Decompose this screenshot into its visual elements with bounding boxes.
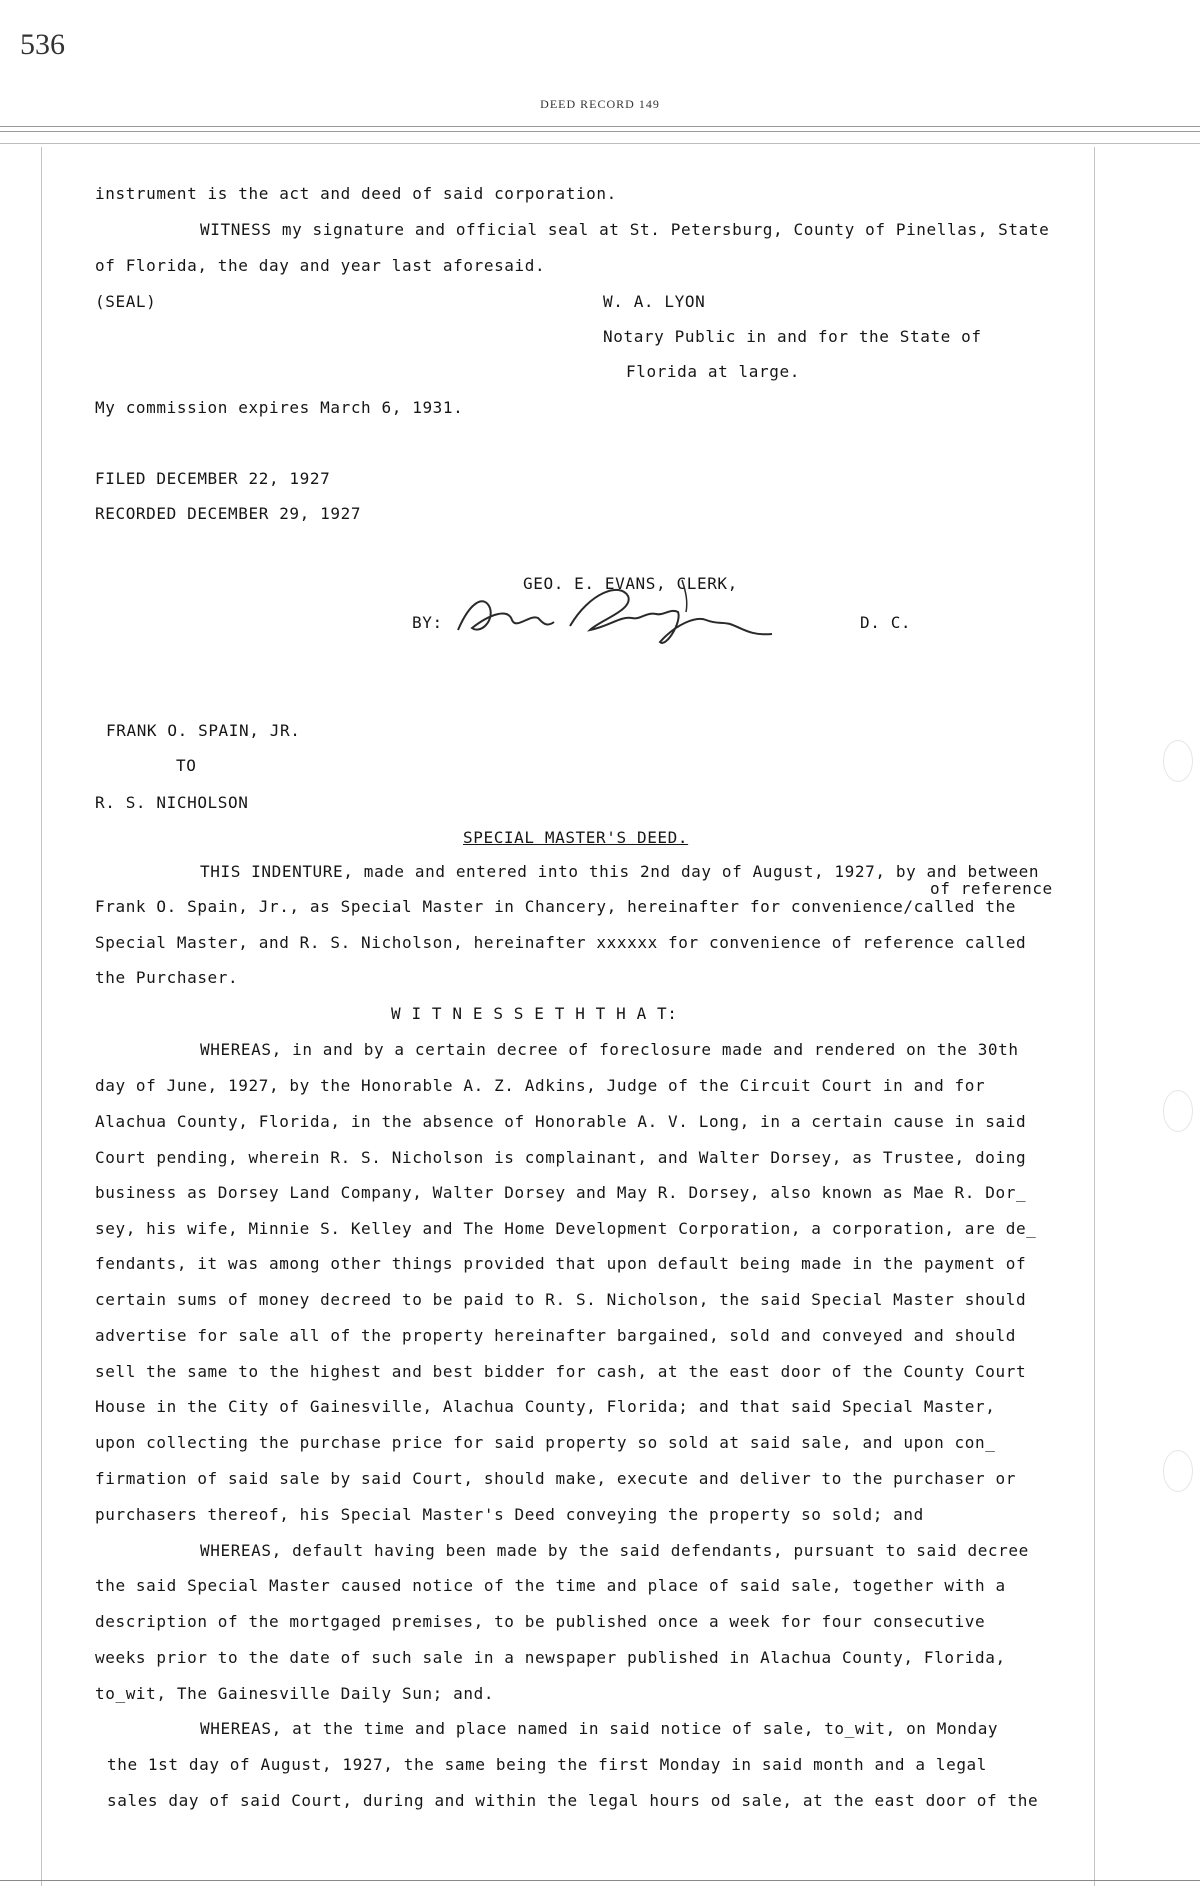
- deed-line: Alachua County, Florida, in the absence of Honorable A. V. Long, in a certain cause in said: [95, 1112, 1027, 1131]
- deed-line: purchasers thereof, his Special Master's Deed conveying the property so sold; and: [95, 1505, 924, 1524]
- witnesseth-heading: W I T N E S S E T H T H A T:: [391, 1004, 678, 1023]
- deed-line: advertise for sale all of the property hereinafter bargained, sold and conveyed and should: [95, 1326, 1016, 1345]
- deed-line: WHEREAS, at the time and place named in said notice of sale, to_wit, on Monday: [200, 1719, 999, 1738]
- deed-line: sell the same to the highest and best bidder for cash, at the east door of the County Court: [95, 1362, 1027, 1381]
- notary-title-line-2: Florida at large.: [626, 362, 800, 381]
- header-rule-mid: [0, 131, 1200, 132]
- notary-line-instrument: instrument is the act and deed of said corporation.: [95, 184, 617, 203]
- deed-line: description of the mortgaged premises, to be published once a week for four consecutive: [95, 1612, 986, 1631]
- deed-line: Special Master, and R. S. Nicholson, hereinafter xxxxxx for convenience of reference called: [95, 933, 1027, 952]
- margin-hole-mark: [1163, 1450, 1193, 1492]
- deed-line: day of June, 1927, by the Honorable A. Z. Adkins, Judge of the Circuit Court in and for: [95, 1076, 986, 1095]
- seal-label: (SEAL): [95, 292, 157, 311]
- by-label: BY:: [412, 613, 443, 632]
- notary-title-line-1: Notary Public in and for the State of: [603, 327, 982, 346]
- deed-title: SPECIAL MASTER'S DEED.: [463, 828, 689, 847]
- deed-line: the said Special Master caused notice of the time and place of said sale, together with a: [95, 1576, 1006, 1595]
- deed-line: THIS INDENTURE, made and entered into this 2nd day of August, 1927, by and between: [200, 862, 1040, 881]
- notary-line-witness: WITNESS my signature and official seal at St. Petersburg, County of Pinellas, State: [200, 220, 1050, 239]
- deed-line: the Purchaser.: [95, 968, 239, 987]
- deed-line: to_wit, The Gainesville Daily Sun; and.: [95, 1684, 495, 1703]
- notary-name: W. A. LYON: [603, 292, 706, 311]
- deed-line: certain sums of money decreed to be paid to R. S. Nicholson, the said Special Master should: [95, 1290, 1027, 1309]
- handwritten-signature: [450, 572, 790, 652]
- margin-hole-mark: [1163, 740, 1193, 782]
- left-margin-line: [41, 147, 42, 1886]
- deed-line: House in the City of Gainesville, Alachua County, Florida; and that said Special Master,: [95, 1397, 996, 1416]
- recorded-date: RECORDED DECEMBER 29, 1927: [95, 504, 362, 523]
- deed-line: fendants, it was among other things provided that upon default being made in the payment of: [95, 1254, 1027, 1273]
- clerk-name: GEO. E. EVANS, CLERK,: [523, 574, 738, 593]
- notary-line-florida: of Florida, the day and year last aforesaid.: [95, 256, 546, 275]
- deed-line: WHEREAS, in and by a certain decree of foreclosure made and rendered on the 30th: [200, 1040, 1019, 1059]
- deed-line: upon collecting the purchase price for said property so sold at said sale, and upon con_: [95, 1433, 996, 1452]
- deed-interlineation: of reference: [930, 879, 1053, 898]
- deed-line: business as Dorsey Land Company, Walter Dorsey and May R. Dorsey, also known as Mae R. Dor_: [95, 1183, 1027, 1202]
- deed-line: WHEREAS, default having been made by the said defendants, pursuant to said decree: [200, 1541, 1029, 1560]
- deed-line: the 1st day of August, 1927, the same being the first Monday in said month and a legal: [107, 1755, 988, 1774]
- right-margin-line: [1094, 147, 1095, 1886]
- commission-expiry: My commission expires March 6, 1931.: [95, 398, 464, 417]
- grantee-name: R. S. NICHOLSON: [95, 793, 249, 812]
- deed-line: firmation of said sale by said Court, should make, execute and deliver to the purchaser or: [95, 1469, 1016, 1488]
- header-rule-top: [0, 126, 1200, 127]
- filed-date: FILED DECEMBER 22, 1927: [95, 469, 331, 488]
- deed-line: Frank O. Spain, Jr., as Special Master in Chancery, hereinafter for convenience/called the: [95, 897, 1016, 916]
- deed-line: sales day of said Court, during and within the legal hours od sale, at the east door of the: [107, 1791, 1039, 1810]
- deed-line: weeks prior to the date of such sale in a newspaper published in Alachua County, Florida,: [95, 1648, 1006, 1667]
- header-rule-bottom: [0, 143, 1200, 144]
- deed-line: sey, his wife, Minnie S. Kelley and The Home Development Corporation, a corporation, are de_: [95, 1219, 1037, 1238]
- running-header: DEED RECORD 149: [540, 97, 660, 111]
- deputy-clerk-label: D. C.: [860, 613, 912, 632]
- footer-rule: [0, 1880, 1200, 1881]
- grantor-name: FRANK O. SPAIN, JR.: [106, 721, 301, 740]
- margin-hole-mark: [1163, 1090, 1193, 1132]
- deed-line: Court pending, wherein R. S. Nicholson is complainant, and Walter Dorsey, as Trustee, doing: [95, 1148, 1027, 1167]
- parties-to: TO: [176, 756, 197, 775]
- page-number: 536: [20, 28, 65, 61]
